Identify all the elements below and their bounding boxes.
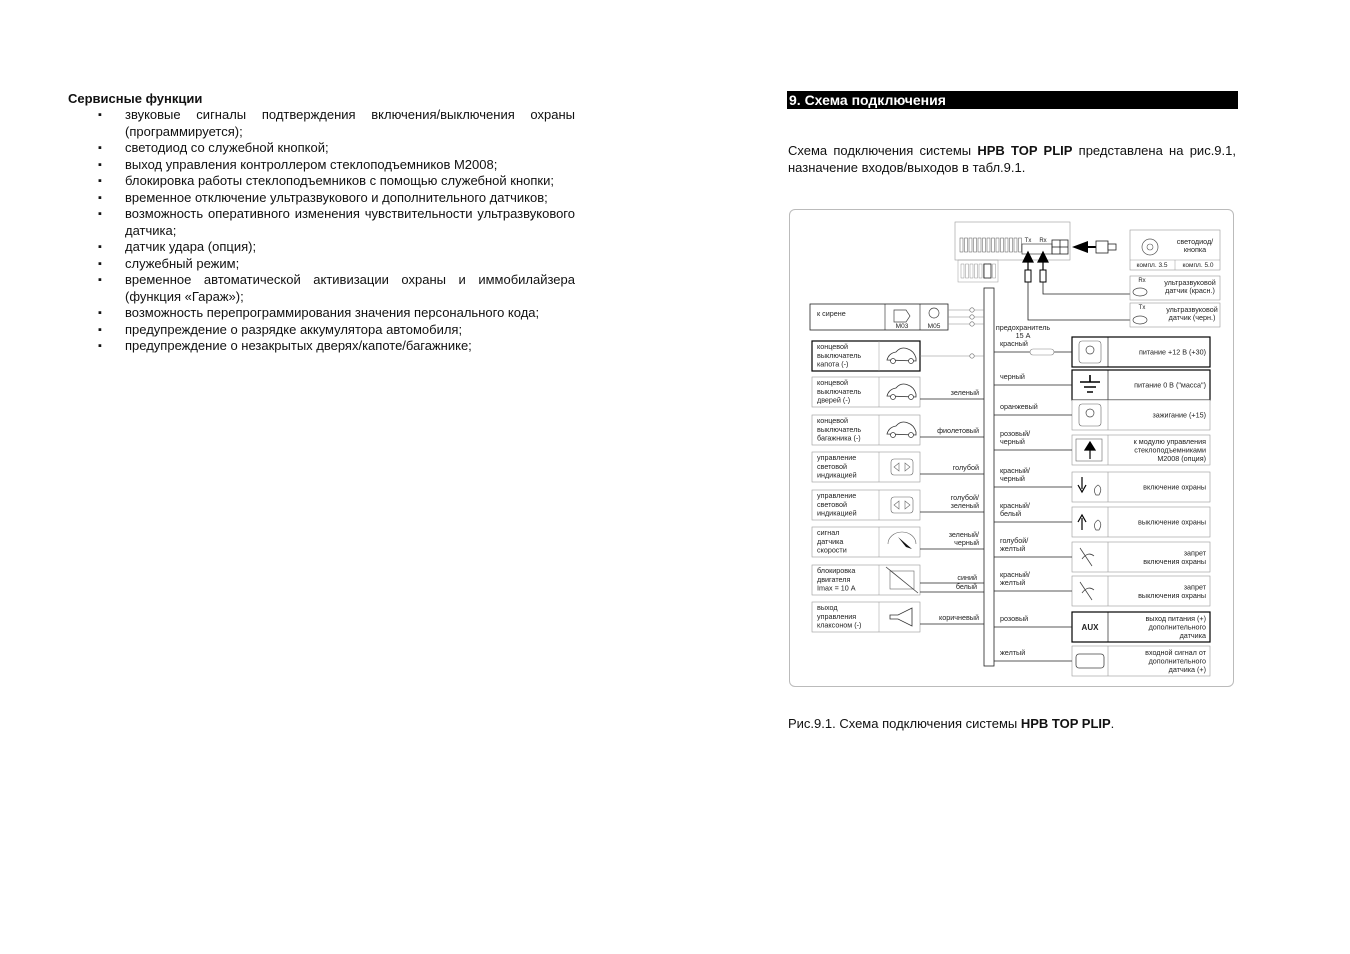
feature-text: предупреждение о разрядке аккумулятора автомобиля;	[125, 321, 463, 337]
wire-color-label: зеленый/	[948, 530, 979, 539]
device-label: световой	[817, 499, 848, 509]
wire-color-label: черный	[1000, 372, 1025, 381]
intro-paragraph	[788, 142, 1236, 176]
connector-pin	[993, 264, 996, 278]
tx-plug	[1025, 270, 1031, 282]
us-black-tag: Tx	[1138, 305, 1146, 311]
device-label: двигателя	[817, 574, 851, 584]
wire-color-label: черный	[1000, 474, 1025, 483]
wire-color-label: желтый	[1000, 578, 1026, 587]
wiring-diagram	[789, 209, 1234, 687]
function-label: к модулю управления	[1133, 437, 1206, 447]
wire-color-label: зеленый	[950, 388, 979, 397]
device-label: дверей (-)	[817, 395, 851, 405]
device-label: выключатель	[817, 350, 862, 360]
bullet-icon: ▪	[98, 109, 102, 121]
wire-color-label: черный	[1000, 437, 1025, 446]
device-label: управление	[817, 491, 857, 500]
section-title: 9. Схема подключения	[787, 91, 1238, 109]
feature-text: возможность перепрограммирования значения персонального кода;	[125, 305, 540, 320]
led-arrow-icon	[1072, 241, 1088, 253]
device-label: концевой	[817, 342, 848, 351]
bullet-icon: ▪	[98, 257, 102, 270]
car-trunk-icon	[891, 433, 896, 438]
feature-item	[68, 206, 575, 239]
feature-text: выход управления контроллером стеклоподъемников M2008;	[125, 156, 498, 172]
feature-text: возможность оперативного изменения чувствительности ультразвукового датчика;	[125, 206, 575, 238]
function-label: датчика	[1179, 631, 1206, 641]
bullet-icon: ▪	[98, 208, 102, 220]
wire-connector	[970, 315, 974, 319]
function-label: входной сигнал от	[1145, 648, 1206, 658]
feature-text: звуковые сигналы подтверждения включения/выключения охраны (программируется);	[125, 107, 575, 139]
feature-item	[68, 338, 575, 355]
car-hood-icon	[909, 359, 914, 364]
wire-connector	[970, 308, 974, 312]
device-label: концевой	[817, 378, 848, 387]
wire-color-label: черный	[954, 538, 979, 547]
function-label: запрет	[1183, 582, 1206, 592]
wire-connector	[970, 322, 974, 326]
device-label: концевой	[817, 416, 848, 425]
wire-color-label: синий	[957, 573, 977, 582]
wire-color-label: коричневый	[939, 613, 979, 622]
function-label: включения охраны	[1143, 556, 1206, 566]
function-label: питание +12 В (+30)	[1138, 347, 1206, 357]
feature-text: служебный режим;	[125, 255, 240, 271]
intro-text-end: представлена на рис.9.1, назначение входов/выходов в табл.9.1.	[788, 143, 1236, 175]
wire-connector	[970, 354, 974, 358]
wire-color-label: фиолетовый	[937, 426, 979, 435]
bullet-icon: ▪	[98, 340, 102, 352]
us-red-label: датчик (красн.)	[1165, 286, 1215, 295]
siren-m05-label: M05	[927, 323, 941, 330]
caption-text: Рис.9.1. Схема подключения системы	[788, 716, 1021, 731]
function-label: M2008 (опция)	[1157, 454, 1206, 464]
feature-text: временное отключение ультразвукового и дополнительного датчиков;	[125, 189, 548, 205]
car-trunk-icon	[909, 433, 914, 438]
service-functions-section	[68, 91, 575, 355]
connector-pin	[966, 264, 969, 278]
device-label: Imax = 10 А	[817, 583, 856, 593]
device-label: индикацией	[817, 508, 857, 518]
figure-caption	[788, 716, 1114, 731]
feature-item	[68, 157, 575, 174]
device-label: световой	[817, 461, 848, 471]
tx-label: Tx	[1024, 238, 1032, 244]
bullet-icon: ▪	[98, 241, 102, 253]
kompl-3-5-label: компл. 3.5	[1136, 262, 1168, 269]
device-label: управления	[817, 611, 857, 621]
siren-m03-label: M03	[895, 323, 909, 330]
us-black-label: датчик (черн.)	[1168, 313, 1216, 322]
function-label: выключения охраны	[1138, 590, 1206, 600]
wire-color-label: розовый/	[1000, 429, 1031, 438]
feature-text: предупреждение о незакрытых дверях/капоте/багажнике;	[125, 338, 472, 353]
rx-plug	[1040, 270, 1046, 282]
fuse-icon	[1030, 349, 1054, 355]
feature-item	[68, 322, 575, 339]
us-red-label: ультразвуковой	[1164, 278, 1216, 287]
device-label: управление	[817, 453, 857, 462]
device-label: датчика	[817, 536, 844, 546]
wire-color-label: голубой/	[1000, 536, 1029, 545]
feature-item	[68, 305, 575, 322]
feature-text: светодиод со служебной кнопкой;	[125, 140, 329, 155]
function-label: включение охраны	[1143, 482, 1206, 492]
intro-product-name: HPB TOP PLIP	[977, 143, 1073, 158]
wire-color-label: зеленый	[950, 501, 979, 510]
bullet-icon: ▪	[98, 158, 102, 171]
car-door-icon	[909, 395, 914, 400]
us-red-tag: Rx	[1138, 278, 1146, 284]
feature-item	[68, 256, 575, 273]
device-label: выход	[817, 603, 838, 612]
function-label: запрет	[1183, 548, 1206, 558]
service-functions-heading: Сервисные функции	[68, 91, 203, 106]
function-label: стеклоподъемниками	[1134, 445, 1206, 455]
feature-item	[68, 272, 575, 305]
bullet-icon: ▪	[98, 323, 102, 336]
wire-color-label: красный/	[1000, 570, 1030, 579]
fuse-label: 15 А	[1015, 331, 1031, 340]
feature-item	[68, 107, 575, 140]
device-label: выключатель	[817, 386, 862, 396]
function-label: дополнительного	[1148, 622, 1206, 632]
device-label: сигнал	[817, 528, 840, 537]
bullet-icon: ▪	[98, 307, 102, 319]
service-functions-list	[68, 107, 575, 355]
feature-item	[68, 239, 575, 256]
connector-plug	[984, 264, 991, 278]
device-label: скорости	[817, 545, 847, 555]
feature-item	[68, 190, 575, 207]
wire-color-label: белый	[1000, 509, 1022, 518]
feature-text: датчик удара (опция);	[125, 239, 257, 254]
wire-color-label: голубой/	[950, 493, 979, 502]
bullet-icon: ▪	[98, 274, 102, 286]
led-button-label: светодиод/	[1176, 237, 1214, 246]
bullet-icon: ▪	[98, 142, 102, 154]
device-label: выключатель	[817, 424, 862, 434]
function-label: питание 0 В ("масса")	[1134, 380, 1206, 390]
led-button-label: кнопка	[1183, 245, 1207, 254]
fuse-label: предохранитель	[995, 323, 1051, 332]
wire-color-label: розовый	[1000, 614, 1029, 623]
wire-color-label: красный/	[1000, 466, 1030, 475]
us-black-label: ультразвуковой	[1166, 305, 1218, 314]
aux-label: AUX	[1081, 623, 1099, 632]
led-plug-tip	[1108, 244, 1116, 250]
wire-color-label: красный	[1000, 339, 1028, 348]
wire-color-label: красный/	[1000, 501, 1030, 510]
siren-label: к сирене	[817, 309, 846, 318]
rx-label: Rx	[1039, 238, 1047, 244]
device-label: капота (-)	[817, 359, 849, 369]
connector-pin	[979, 264, 982, 278]
device-label: блокировка	[817, 566, 856, 575]
caption-text-end: .	[1110, 716, 1115, 731]
rx-wire	[1043, 282, 1130, 294]
function-label: выход питания (+)	[1145, 614, 1206, 624]
function-label: зажигание (+15)	[1152, 410, 1206, 420]
car-hood-icon	[891, 359, 896, 364]
connector-pin	[975, 264, 978, 278]
function-label: дополнительного	[1148, 656, 1206, 666]
bullet-icon: ▪	[98, 175, 102, 187]
bullet-icon: ▪	[98, 191, 102, 204]
kompl-5-0-label: компл. 5.0	[1182, 262, 1214, 269]
feature-text: временное автоматической активизации охраны и иммобилайзера (функция «Гараж»);	[125, 272, 575, 304]
intro-text: Схема подключения системы	[788, 143, 978, 158]
wire-color-label: желтый	[1000, 648, 1026, 657]
car-door-icon	[891, 395, 896, 400]
led-plug-icon	[1096, 241, 1108, 253]
feature-item	[68, 173, 575, 190]
device-label: клаксоном (-)	[817, 620, 862, 630]
device-label: индикацией	[817, 470, 857, 480]
wire-color-label: оранжевый	[1000, 402, 1038, 411]
feature-item	[68, 140, 575, 157]
harness-bar	[984, 288, 994, 666]
wire-color-label: желтый	[1000, 544, 1026, 553]
wire-color-label: голубой	[952, 463, 979, 472]
connector-pin	[961, 264, 964, 278]
connector-pin	[970, 264, 973, 278]
function-label: датчика (+)	[1168, 665, 1206, 675]
wire-color-label: белый	[955, 582, 977, 591]
function-label: выключение охраны	[1138, 517, 1206, 527]
feature-text: блокировка работы стеклоподъемников с помощью служебной кнопки;	[125, 173, 554, 188]
device-label: багажника (-)	[817, 433, 861, 443]
caption-product-name: HPB TOP PLIP	[1020, 716, 1111, 731]
